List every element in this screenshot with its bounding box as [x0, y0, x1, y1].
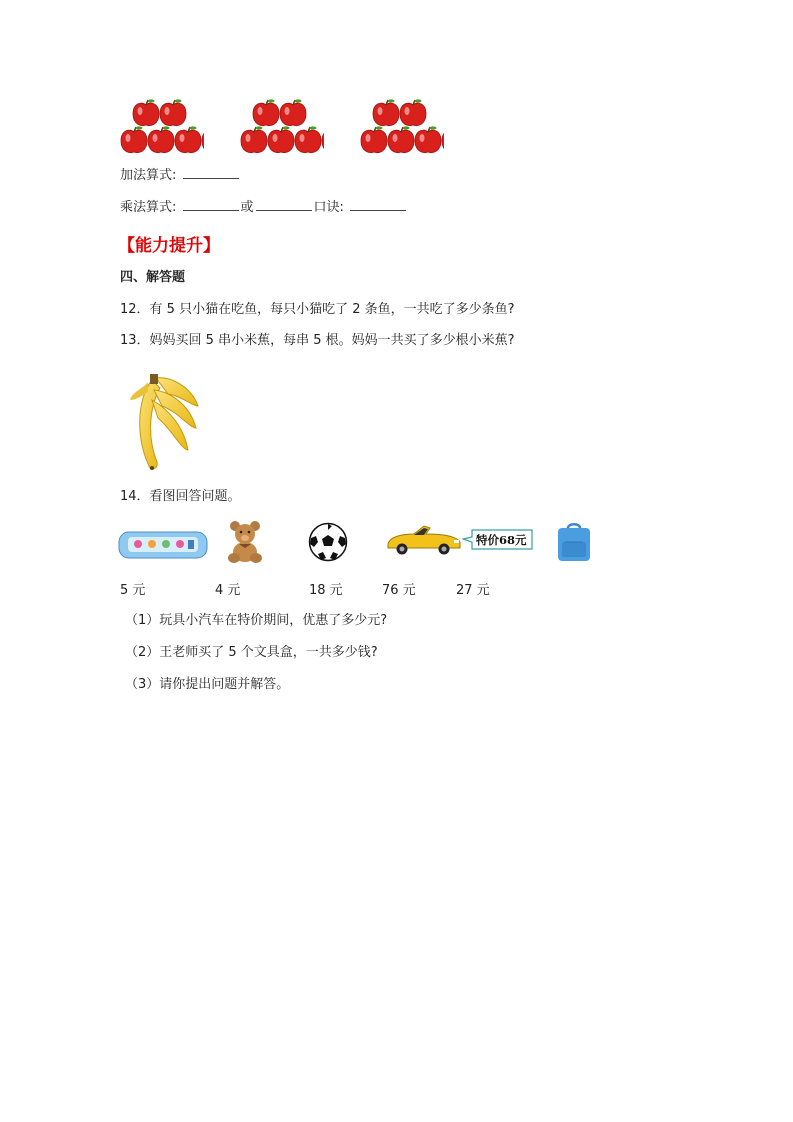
or-text: 或	[240, 200, 254, 215]
addition-label: 加法算式:	[120, 168, 177, 183]
apple-group-3	[360, 98, 444, 156]
rhyme-blank[interactable]	[350, 198, 406, 211]
apple-icon	[400, 99, 426, 125]
price-teddy-bear: 4 元	[215, 583, 241, 598]
backpack-icon	[557, 522, 591, 562]
apple-icon	[160, 99, 186, 125]
teddy-bear-icon	[225, 520, 265, 564]
sale-tag-text: 特价68元	[476, 533, 527, 547]
addition-line	[120, 166, 241, 184]
apple-icon	[415, 126, 441, 152]
apple-icon	[148, 126, 174, 152]
apple-icon-group	[240, 98, 324, 156]
question-14: 14．看图回答问题。	[120, 489, 241, 504]
multiplication-label: 乘法算式:	[120, 200, 177, 215]
addition-blank[interactable]	[183, 166, 239, 179]
multiplication-line	[120, 198, 408, 216]
toy-car-icon	[384, 522, 464, 556]
price-backpack: 27 元	[456, 583, 490, 598]
apple-icon	[388, 126, 414, 152]
multiplication-blank-1[interactable]	[183, 198, 239, 211]
apple-icon	[121, 126, 147, 152]
rhyme-label: 口诀:	[313, 200, 344, 215]
apple-icon	[133, 99, 159, 125]
apple-icon	[253, 99, 279, 125]
teddy-bear-image	[225, 520, 265, 564]
apple-icon	[280, 99, 306, 125]
subsection-title: 四、解答题	[120, 270, 186, 285]
price-pencil-case: 5 元	[120, 583, 146, 598]
apple-group-1	[120, 98, 204, 156]
apple-icon	[322, 126, 324, 152]
pencil-case-image	[118, 530, 208, 560]
multiplication-blank-2[interactable]	[256, 198, 312, 211]
apple-icon	[373, 99, 399, 125]
apple-icon	[241, 126, 267, 152]
subquestion-1: （1）玩具小汽车在特价期间，优惠了多少元?	[125, 613, 388, 628]
apple-group-2	[240, 98, 324, 156]
question-13: 13．妈妈买回 5 串小米蕉，每串 5 根。妈妈一共买了多少根小米蕉?	[120, 333, 515, 348]
apple-icon	[175, 126, 201, 152]
backpack-image	[557, 522, 591, 562]
apple-icon	[442, 126, 444, 152]
price-soccer-ball: 18 元	[309, 583, 343, 598]
soccer-ball-image	[308, 522, 348, 562]
pencil-case-icon	[118, 530, 208, 560]
price-toy-car: 76 元	[382, 583, 416, 598]
apple-icon-group	[120, 98, 204, 156]
apple-icon	[202, 126, 204, 152]
subquestion-3: （3）请你提出问题并解答。	[125, 677, 290, 692]
soccer-ball-icon	[308, 522, 348, 562]
banana-icon	[122, 370, 204, 472]
question-12: 12．有 5 只小猫在吃鱼，每只小猫吃了 2 条鱼，一共吃了多少条鱼?	[120, 302, 515, 317]
apple-icon	[361, 126, 387, 152]
apple-icon	[268, 126, 294, 152]
apple-icon	[295, 126, 321, 152]
section-title: 【能力提升】	[118, 236, 220, 256]
subquestion-2: （2）王老师买了 5 个文具盒，一共多少钱?	[125, 645, 378, 660]
toy-car-image	[384, 522, 464, 556]
apple-icon-group	[360, 98, 444, 156]
sale-tag	[462, 529, 534, 551]
banana-image	[122, 370, 204, 472]
